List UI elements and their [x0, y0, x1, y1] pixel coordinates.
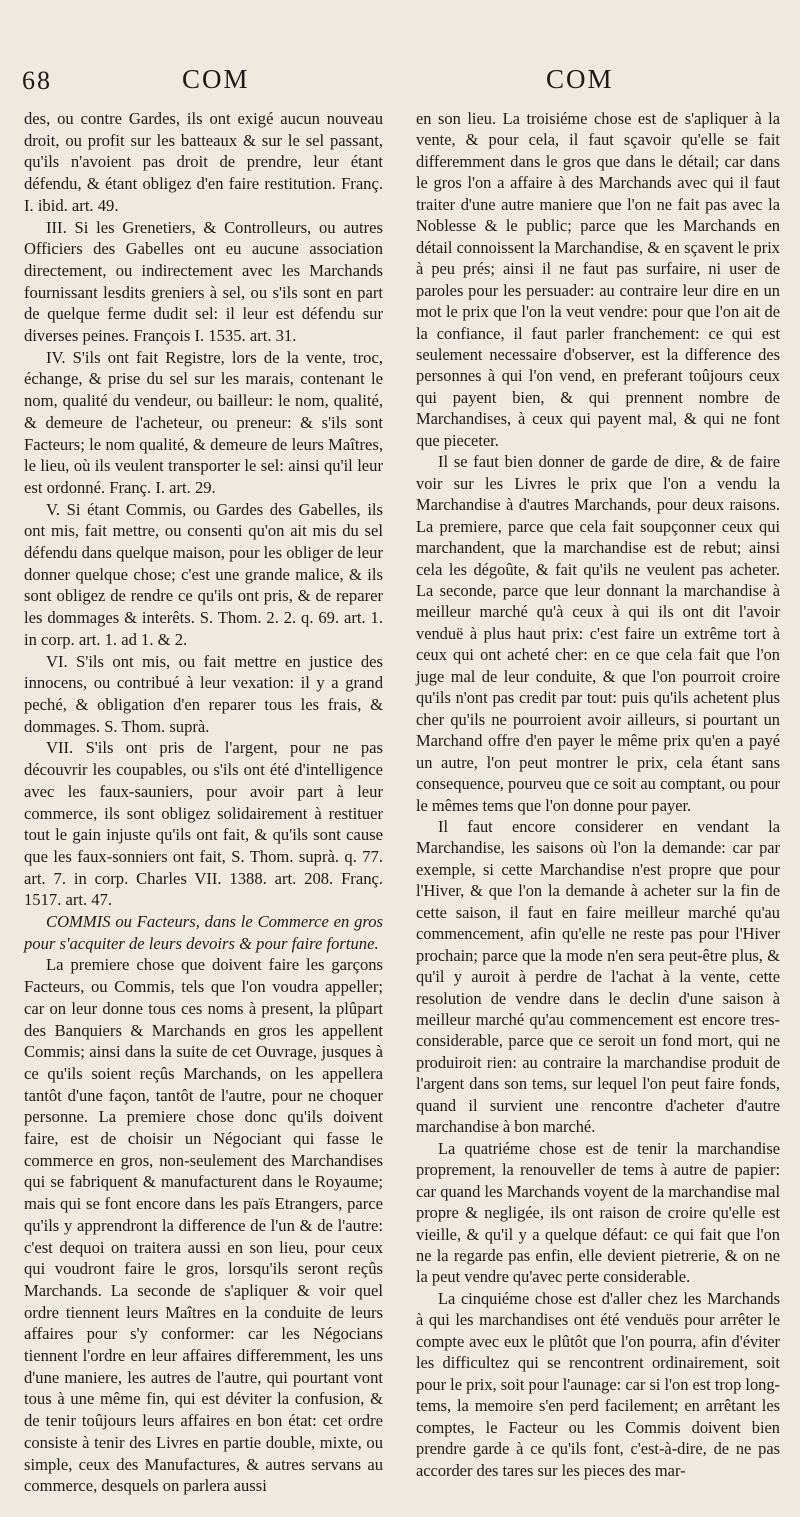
paragraph: VI. S'ils ont mis, ou fait mettre en justice des innocens, ou contribué à leur vexation: il y a grand peché, & obligation d'en reparer tous les frais, & dommages. S. Thom. suprà.: [24, 651, 383, 736]
paragraph: Il se faut bien donner de garde de dire, & de faire voir sur les Livres le prix que l'on a vendu la Marchandise à d'autres Marchands, pour deux raisons. La premiere, parce que cela fait soupçonner ceux qui marchandent, que la marchandise est de rebut; ainsi cela les dégoûte, & fait qu'ils ne veulent pas acheter. La seconde, parce que leur donnant la marchandise à meilleur marché qu'à ceux à qui ils ont dit l'avoir venduë à plus haut prix: c'est faire un extrême tort à ceux qui ont acheté cher: en ce que cela fait que l'on juge mal de leur conduite, & que l'on pourroit croire qu'ils n'ont pas credit par tout: puis qu'ils achetent plus cher qu'ils ne pourroient avoir ailleurs, si pourtant un Marchand offre d'en payer le même prix qu'en a payé un autre, l'on peut montrer le prix, cela étant sans consequence, pourveu que ce soit au comptant, ou pour le mêmes tems que l'on donne pour payer.: [416, 452, 780, 815]
paragraph: La cinquiéme chose est d'aller chez les Marchands à qui les marchandises ont été venduës pour arrêter le compte avec eux le plûtôt que l'on pourra, afin d'éviter les difficultez qui se rencontrent ordinairement, soit pour le prix, soit pour l'aunage: car si l'on est trop long-tems, la memoire s'en perd facilement; en arrêtant les comptes, le Facteur ou les Commis doivent bien prendre garde à ce qu'ils font, c'est-à-dire, de ne pas accorder des tares sur les pieces des mar-: [416, 1288, 780, 1480]
paragraph: Il faut encore considerer en vendant la Marchandise, les saisons où l'on la demande: car par exemple, si cette Marchandise n'est propre que pour l'Hiver, & que l'on la demande à acheter sur la fin de cette saison, il faut en faire meilleur marché qu'au commencement, afin qu'elle ne reste pas pour l'Hiver prochain; parce que la mode n'en sera peut-être plus, & qu'il y auroit à perdre de l'achat à la vente, cette resolution de vendre dans le declin d'une saison à meilleur marché qu'au commencement est encore tres-considerable, parce que ce seroit un fond mort, qui ne produiroit rien: au contraire la marchandise produit de l'argent dans son tems, sur lequel l'on peut faire fonds, quand il survient une rencontre d'acheter d'autre marchandise à bon marché.: [416, 816, 780, 1137]
page-number: 68: [22, 66, 52, 95]
section-heading: COMMIS ou Facteurs, dans le Commerce en gros pour s'acquiter de leurs devoirs & pour faire fortune.: [24, 912, 383, 953]
paragraph: des, ou contre Gardes, ils ont exigé aucun nouveau droit, ou profit sur les batteaux & sur le sel passant, qu'ils n'avoient pas droit de prendre, leur étant défendu, & étant obligez d'en faire restitution. Franç. I. ibid. art. 49.: [24, 109, 383, 215]
left-column: [24, 108, 383, 1497]
paragraph: V. Si étant Commis, ou Gardes des Gabelles, ils ont mis, fait mettre, ou consenti qu'on ait mis du sel défendu dans quelque maison, pour les obliger de leur donner quelque chose; c'est une grande malice, & ils sont obligez de rendre ce qu'ils ont pris, & de reparer les dommages & interêts. S. Thom. 2. 2. q. 69. art. 1. in corp. art. 1. ad 1. & 2.: [24, 499, 383, 649]
page-header: [22, 62, 778, 104]
running-head-left: COM: [182, 64, 250, 94]
running-head-right: COM: [546, 64, 614, 94]
paragraph: VII. S'ils ont pris de l'argent, pour ne pas découvrir les coupables, ou s'ils ont été d'intelligence avec les faux-sauniers, pour avoir part à leur commerce, ils sont obligez solidairement à restituer tout le gain injuste qu'ils ont fait, & qu'ils sont cause que les faux-sonniers ont fait, S. Thom. suprà. q. 77. art. 7. in corp. Charles VII. 1388. art. 208. Franç. 1517. art. 47.: [24, 738, 383, 910]
paragraph: IV. S'ils ont fait Registre, lors de la vente, troc, échange, & prise du sel sur les marais, contenant le nom, qualité du vendeur, ou bailleur: le nom, qualité, & demeure de l'acheteur, ou preneur: & s'ils sont Facteurs; le nom qualité, & demeure de leurs Maîtres, le lieu, où ils veulent transporter le sel: ainsi qu'il leur est ordonné. Franç. I. art. 29.: [24, 347, 383, 497]
right-column: [416, 108, 780, 1481]
paragraph: La quatriéme chose est de tenir la marchandise proprement, la renouveller de tems à autre de papier: car quand les Marchands voyent de la marchandise mal propre & negligée, ils ont raison de croire qu'elle est vieille, & qu'il y a quelque défaut: ce qui fait que l'on ne la regarde pas enfin, elle devient pietrerie, & on ne la peut vendre qu'avec perte considerable.: [416, 1138, 780, 1287]
paragraph: en son lieu. La troisiéme chose est de s'apliquer à la vente, & pour cela, il faut sçavoir qu'elle se fait differemment dans le gros que dans le détail; car dans le gros l'on a affaire à des Marchands avec qui il faut traiter d'une autre maniere que l'on ne fait pas avec la Noblesse & le public; parce que les Marchands en détail connoissent la Marchandise, & en sçavent le prix à peu prés; ainsi il ne faut pas surfaire, ni user de paroles pour les persuader: au contraire leur dire en un mot le prix que l'on la veut vendre: pour que l'on ait de la confiance, il faut parler franchement: ce qui est seulement necessaire d'observer, est la difference des personnes à qui l'on vend, en preferant toûjours ceux qui payent bien, & qui prennent nombre de Marchandises, à ceux qui payent mal, & qui ne font que pieceter.: [416, 109, 780, 450]
paragraph: III. Si les Grenetiers, & Controlleurs, ou autres Officiers des Gabelles ont eu aucune association directement, ou indirectement avec les Marchands fournissant lesdits greniers à sel, ou s'ils sont en part de quelque ferme dudit sel: il leur est défendu sur diverses peines. François I. 1535. art. 31.: [24, 217, 383, 346]
paragraph: La premiere chose que doivent faire les garçons Facteurs, ou Commis, tels que l'on voudra appeller; car on leur donne tous ces noms à present, la plûpart des Banquiers & Marchands en gros les appellent Commis; ainsi dans la suite de cet Ouvrage, jusques à ce qu'ils soient reçûs Marchands, on les appellera tantôt d'une façon, tantôt de l'autre, pour ne choquer personne. La premiere chose donc qu'ils doivent faire, est de choisir un Négociant qui fasse le commerce en gros, non-seulement des Marchandises qui se fabriquent & manufacturent dans le Royaume; mais qui se font encore dans les païs Etrangers, parce qu'ils y apprendront la difference de l'un & de l'autre: c'est dequoi on traitera aussi en son lieu, pour ceux qui voudront faire le gros, lorsqu'ils seront reçûs Marchands. La seconde de s'apliquer & voir quel ordre tiennent leurs Maîtres en la conduite de leurs affaires pour s'y conformer: car les Négocians tiennent l'ordre en leur affaires differemment, les uns d'une maniere, les autres de l'autre, qui pourtant vont tous à une même fin, qui est déviter la confusion, & de tenir toûjours leurs affaires en bon état: cet ordre consiste à tenir des Livres en partie double, mixte, ou simple, ceux des Manufactures, & autres servans au commerce, desquels on parlera aussi: [24, 955, 383, 1496]
